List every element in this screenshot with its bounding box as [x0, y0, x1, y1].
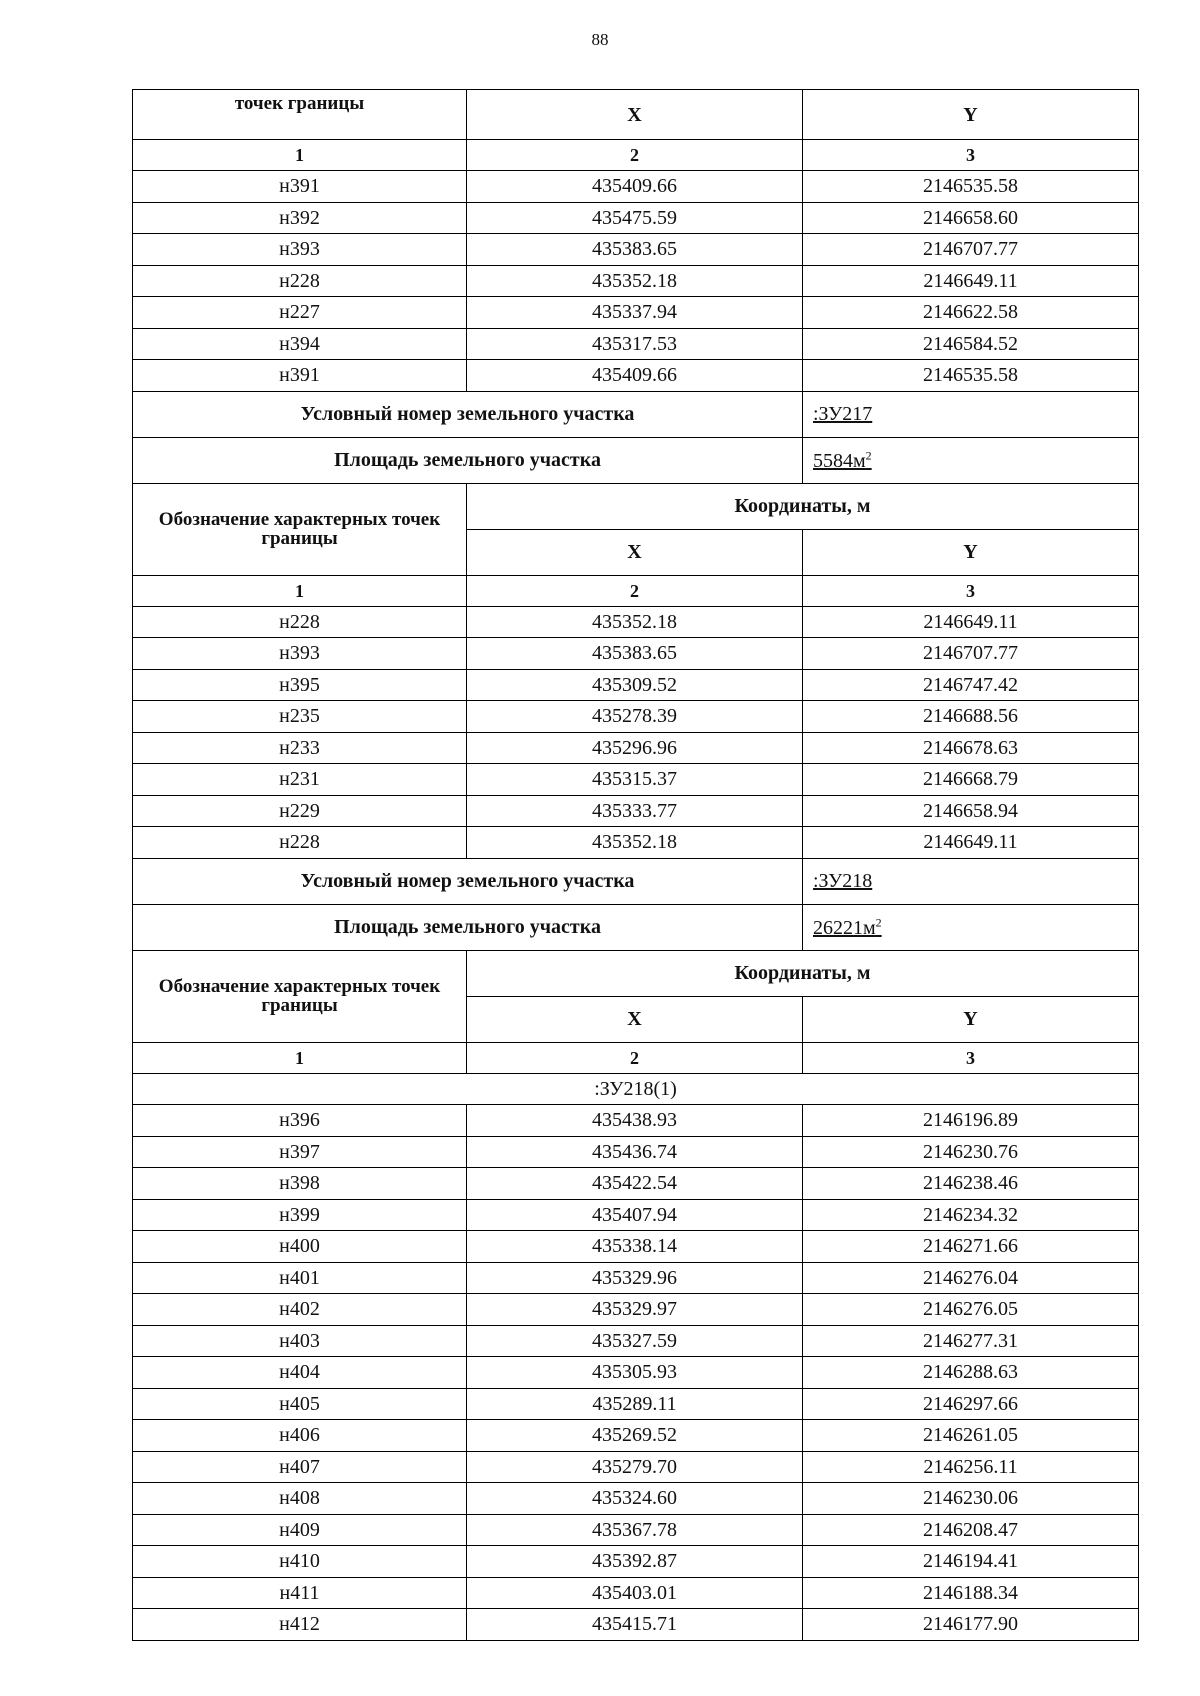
col-num-2: 2 — [467, 140, 803, 171]
table-row — [133, 234, 1139, 266]
point-id-cell: н228 — [133, 827, 467, 859]
point-id-cell: н396 — [133, 1105, 467, 1137]
y-value-cell: 2146668.79 — [803, 764, 1139, 796]
table-header-row — [133, 950, 1139, 996]
table-row — [133, 1420, 1139, 1452]
point-id-cell: н399 — [133, 1199, 467, 1231]
table-row — [133, 1325, 1139, 1357]
part-label-cell: :ЗУ218(1) — [133, 1073, 1139, 1105]
point-id-cell: н404 — [133, 1357, 467, 1389]
y-value-cell: 2146188.34 — [803, 1577, 1139, 1609]
point-id-cell: н391 — [133, 171, 467, 203]
y-value-cell: 2146271.66 — [803, 1231, 1139, 1263]
x-value-cell: 435352.18 — [467, 265, 803, 297]
point-id-cell: н412 — [133, 1609, 467, 1641]
x-value-cell: 435475.59 — [467, 202, 803, 234]
x-value-cell: 435338.14 — [467, 1231, 803, 1263]
parcel-number-value: :ЗУ218 — [803, 858, 1139, 904]
coordinates-table — [132, 89, 1139, 1641]
y-value-cell: 2146658.60 — [803, 202, 1139, 234]
table-row — [133, 1546, 1139, 1578]
x-value-cell: 435317.53 — [467, 328, 803, 360]
table-row — [133, 1262, 1139, 1294]
x-header-cell: X — [467, 529, 803, 575]
table-row — [133, 171, 1139, 203]
table-row — [133, 1514, 1139, 1546]
table-row — [133, 1577, 1139, 1609]
parcel-number-label: Условный номер земельного участка — [133, 858, 803, 904]
column-number-row — [133, 140, 1139, 171]
y-header-cell: Y — [803, 90, 1139, 140]
table-row — [133, 764, 1139, 796]
y-value-cell: 2146177.90 — [803, 1609, 1139, 1641]
table-row — [133, 1231, 1139, 1263]
y-header-cell: Y — [803, 529, 1139, 575]
x-value-cell: 435415.71 — [467, 1609, 803, 1641]
point-id-cell: н227 — [133, 297, 467, 329]
y-value-cell: 2146622.58 — [803, 297, 1139, 329]
point-id-cell: н235 — [133, 701, 467, 733]
x-value-cell: 435352.18 — [467, 606, 803, 638]
x-value-cell: 435383.65 — [467, 638, 803, 670]
parcel-number-label: Условный номер земельного участка — [133, 391, 803, 437]
continued-header-row — [133, 90, 1139, 140]
x-value-cell: 435333.77 — [467, 795, 803, 827]
point-id-cell: н411 — [133, 1577, 467, 1609]
point-id-cell: н408 — [133, 1483, 467, 1515]
table-row — [133, 669, 1139, 701]
point-id-cell: н393 — [133, 234, 467, 266]
table-row — [133, 360, 1139, 392]
col-num-2: 2 — [467, 575, 803, 606]
col-num-3: 3 — [803, 140, 1139, 171]
point-id-cell: н410 — [133, 1546, 467, 1578]
table-row — [133, 701, 1139, 733]
table-row — [133, 795, 1139, 827]
y-value-cell: 2146649.11 — [803, 606, 1139, 638]
column-number-row — [133, 1042, 1139, 1073]
x-value-cell: 435309.52 — [467, 669, 803, 701]
table-row — [133, 1483, 1139, 1515]
point-id-cell: н395 — [133, 669, 467, 701]
y-value-cell: 2146535.58 — [803, 171, 1139, 203]
table-row — [133, 265, 1139, 297]
parcel-area-value: $5584м^2$ — [803, 437, 1139, 483]
point-id-cell: н392 — [133, 202, 467, 234]
y-value-cell: 2146747.42 — [803, 669, 1139, 701]
parcel-area-label: Площадь земельного участка — [133, 904, 803, 950]
x-value-cell: 435337.94 — [467, 297, 803, 329]
col-num-3: 3 — [803, 1042, 1139, 1073]
x-value-cell: 435409.66 — [467, 360, 803, 392]
table-row — [133, 1388, 1139, 1420]
point-id-cell: н231 — [133, 764, 467, 796]
table-row — [133, 1609, 1139, 1641]
y-value-cell: 2146707.77 — [803, 638, 1139, 670]
table-row — [133, 732, 1139, 764]
col-num-3: 3 — [803, 575, 1139, 606]
y-value-cell: 2146688.56 — [803, 701, 1139, 733]
y-value-cell: 2146230.06 — [803, 1483, 1139, 1515]
point-id-cell: н397 — [133, 1136, 467, 1168]
y-value-cell: 2146208.47 — [803, 1514, 1139, 1546]
points-header-cell: Обозначение характерных точек границы — [133, 483, 467, 575]
y-value-cell: 2146234.32 — [803, 1199, 1139, 1231]
x-header-cell: X — [467, 996, 803, 1042]
y-value-cell: 2146649.11 — [803, 827, 1139, 859]
y-value-cell: 2146584.52 — [803, 328, 1139, 360]
point-id-cell: н398 — [133, 1168, 467, 1200]
y-header-cell: Y — [803, 996, 1139, 1042]
x-value-cell: 435324.60 — [467, 1483, 803, 1515]
table-row — [133, 606, 1139, 638]
x-value-cell: 435327.59 — [467, 1325, 803, 1357]
parcel-number-row — [133, 391, 1139, 437]
x-value-cell: 435409.66 — [467, 171, 803, 203]
x-value-cell: 435329.97 — [467, 1294, 803, 1326]
table-row — [133, 638, 1139, 670]
table-row — [133, 1357, 1139, 1389]
table-row — [133, 297, 1139, 329]
points-header-cell: точек границы — [133, 90, 467, 140]
x-value-cell: 435436.74 — [467, 1136, 803, 1168]
point-id-cell: н401 — [133, 1262, 467, 1294]
x-value-cell: 435367.78 — [467, 1514, 803, 1546]
point-id-cell: н400 — [133, 1231, 467, 1263]
col-num-1: 1 — [133, 575, 467, 606]
x-value-cell: 435289.11 — [467, 1388, 803, 1420]
y-value-cell: 2146230.76 — [803, 1136, 1139, 1168]
column-number-row — [133, 575, 1139, 606]
parcel-area-value: $26221м^2$ — [803, 904, 1139, 950]
point-id-cell: н402 — [133, 1294, 467, 1326]
x-value-cell: 435329.96 — [467, 1262, 803, 1294]
y-value-cell: 2146297.66 — [803, 1388, 1139, 1420]
x-value-cell: 435352.18 — [467, 827, 803, 859]
point-id-cell: н403 — [133, 1325, 467, 1357]
table-header-row — [133, 483, 1139, 529]
x-value-cell: 435305.93 — [467, 1357, 803, 1389]
point-id-cell: н229 — [133, 795, 467, 827]
parcel-number-value: :ЗУ217 — [803, 391, 1139, 437]
table-row — [133, 1199, 1139, 1231]
point-id-cell: н228 — [133, 265, 467, 297]
y-value-cell: 2146256.11 — [803, 1451, 1139, 1483]
x-value-cell: 435296.96 — [467, 732, 803, 764]
table-row — [133, 202, 1139, 234]
table-row — [133, 1294, 1139, 1326]
y-value-cell: 2146678.63 — [803, 732, 1139, 764]
parcel-area-label: Площадь земельного участка — [133, 437, 803, 483]
table-row — [133, 328, 1139, 360]
y-value-cell: 2146277.31 — [803, 1325, 1139, 1357]
col-num-1: 1 — [133, 1042, 467, 1073]
col-num-1: 1 — [133, 140, 467, 171]
table-row — [133, 1451, 1139, 1483]
table-row — [133, 1136, 1139, 1168]
x-header-cell: X — [467, 90, 803, 140]
point-id-cell: н228 — [133, 606, 467, 638]
x-value-cell: 435383.65 — [467, 234, 803, 266]
x-value-cell: 435392.87 — [467, 1546, 803, 1578]
point-id-cell: н391 — [133, 360, 467, 392]
x-value-cell: 435315.37 — [467, 764, 803, 796]
y-value-cell: 2146194.41 — [803, 1546, 1139, 1578]
y-value-cell: 2146535.58 — [803, 360, 1139, 392]
y-value-cell: 2146288.63 — [803, 1357, 1139, 1389]
coords-header-cell: Координаты, м — [467, 483, 1139, 529]
y-value-cell: 2146196.89 — [803, 1105, 1139, 1137]
x-value-cell: 435403.01 — [467, 1577, 803, 1609]
point-id-cell: н406 — [133, 1420, 467, 1452]
table-row — [133, 1105, 1139, 1137]
y-value-cell: 2146238.46 — [803, 1168, 1139, 1200]
coords-header-cell: Координаты, м — [467, 950, 1139, 996]
x-value-cell: 435407.94 — [467, 1199, 803, 1231]
table-row — [133, 827, 1139, 859]
x-value-cell: 435278.39 — [467, 701, 803, 733]
parcel-area-row — [133, 904, 1139, 950]
y-value-cell: 2146649.11 — [803, 265, 1139, 297]
x-value-cell: 435269.52 — [467, 1420, 803, 1452]
parcel-area-row — [133, 437, 1139, 483]
parcel-number-row — [133, 858, 1139, 904]
point-id-cell: н409 — [133, 1514, 467, 1546]
point-id-cell: н394 — [133, 328, 467, 360]
y-value-cell: 2146707.77 — [803, 234, 1139, 266]
y-value-cell: 2146276.04 — [803, 1262, 1139, 1294]
x-value-cell: 435438.93 — [467, 1105, 803, 1137]
y-value-cell: 2146261.05 — [803, 1420, 1139, 1452]
x-value-cell: 435422.54 — [467, 1168, 803, 1200]
y-value-cell: 2146658.94 — [803, 795, 1139, 827]
part-label-row — [133, 1073, 1139, 1105]
x-value-cell: 435279.70 — [467, 1451, 803, 1483]
point-id-cell: н233 — [133, 732, 467, 764]
point-id-cell: н405 — [133, 1388, 467, 1420]
page-number: 88 — [591, 30, 609, 49]
y-value-cell: 2146276.05 — [803, 1294, 1139, 1326]
point-id-cell: н393 — [133, 638, 467, 670]
table-row — [133, 1168, 1139, 1200]
points-header-cell: Обозначение характерных точек границы — [133, 950, 467, 1042]
col-num-2: 2 — [467, 1042, 803, 1073]
point-id-cell: н407 — [133, 1451, 467, 1483]
